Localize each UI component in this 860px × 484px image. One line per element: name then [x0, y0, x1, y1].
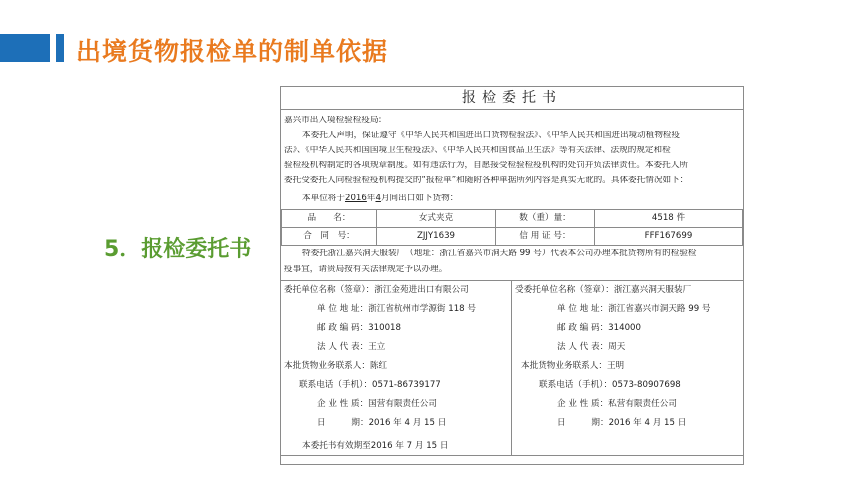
- right-post-label: 邮 政 编 码：: [557, 323, 609, 333]
- addressee: 嘉兴市出入境检验检疫局:: [284, 116, 382, 125]
- goods-name-value: 女式夹克: [377, 210, 496, 228]
- left-date-value: 2016 年 4 月 15 日: [368, 418, 447, 428]
- left-nature-label: 企 业 性 质：: [317, 399, 369, 409]
- left-addr-value: 浙江省杭州市学源街 118 号: [368, 304, 476, 314]
- left-contact-label: 本批货物业务联系人：: [284, 361, 370, 371]
- export-year-unit: 年: [366, 194, 376, 203]
- validity-line: 本委托书有效期至2016 年 7 月 15 日: [302, 441, 449, 451]
- contract-value: ZJJY1639: [377, 228, 496, 246]
- right-nature-value: 私营有限责任公司: [608, 399, 677, 409]
- left-rep-value: 王立: [368, 342, 386, 352]
- left-phone-value: 0571-86739177: [372, 380, 441, 390]
- contract-label: 合 同 号：: [282, 228, 377, 246]
- lc-label: 信 用 证 号：: [496, 228, 595, 246]
- right-contact-value: 王明: [606, 361, 625, 371]
- declaration-line: 法》、《中华人民共和国国境卫生检疫法》、《中华人民共和国食品卫生法》等有关法律、法规的规定和检: [284, 146, 671, 155]
- export-year: 2016: [344, 194, 367, 203]
- right-nature-label: 企 业 性 质：: [557, 399, 609, 409]
- left-rep-label: 法 人 代 表：: [317, 342, 369, 352]
- right-date-label: 日 期：: [557, 418, 609, 428]
- right-contact-row: [521, 362, 624, 371]
- left-nature-value: 国营有限责任公司: [368, 399, 437, 409]
- column-divider: [511, 280, 512, 455]
- right-contact-label: 本批货物业务联系人：: [521, 361, 607, 371]
- right-nature-row: [557, 400, 677, 409]
- goods-name-label: 品 名：: [282, 210, 377, 228]
- left-date-label: 日 期：: [317, 418, 369, 428]
- right-rep-value: 周天: [608, 342, 626, 352]
- goods-qty-value: 4518 件: [595, 210, 743, 228]
- left-addr-row: [317, 305, 476, 314]
- right-addr-label: 单 位 地 址：: [557, 304, 609, 314]
- right-addr-value: 浙江省嘉兴市洞天路 99 号: [608, 304, 711, 314]
- left-post-value: 310018: [368, 323, 401, 333]
- title-accent-bar: [0, 34, 50, 62]
- authorization-line: 特委托浙江嘉兴洞天服装厂（地址：浙江省嘉兴市洞天路 99 号）代表本公司办理本批货物所有的检验检: [302, 249, 697, 258]
- export-month: 4: [375, 194, 381, 203]
- right-addr-row: [557, 305, 711, 314]
- left-nature-row: [317, 400, 437, 409]
- right-phone-row: [539, 381, 681, 390]
- entrustment-document: [280, 86, 744, 465]
- right-post-value: 314000: [608, 323, 641, 333]
- divider: [281, 280, 743, 281]
- left-unit-row: [284, 286, 469, 295]
- right-rep-row: [557, 343, 625, 352]
- section-label: 5．报检委托书: [104, 237, 252, 262]
- left-post-label: 邮 政 编 码：: [317, 323, 369, 333]
- right-post-row: [557, 324, 641, 333]
- export-line: [284, 194, 740, 203]
- left-date-row: [317, 419, 446, 428]
- goods-table: [281, 209, 743, 246]
- left-post-row: [317, 324, 401, 333]
- left-unit-label: 委托单位名称（签章）：: [284, 285, 375, 295]
- right-date-row: [557, 419, 686, 428]
- declaration-line: 委托受委托人向检验检疫机构提交的“报检单”和随附各种单据所列内容是真实无讹的。具体委托情况如下：: [284, 176, 689, 185]
- left-rep-row: [317, 343, 385, 352]
- right-phone-label: 联系电话（手机）：: [539, 380, 613, 390]
- right-date-value: 2016 年 4 月 15 日: [608, 418, 687, 428]
- right-phone-value: 0573-80907698: [612, 380, 681, 390]
- slide-title: 出境货物报检单的制单依据: [76, 37, 389, 66]
- goods-qty-label: 数（重）量：: [496, 210, 595, 228]
- left-addr-label: 单 位 地 址：: [317, 304, 369, 314]
- authorization-line: 疫事宜，请贵局按有关法律规定予以办理。: [284, 265, 448, 274]
- right-unit-value: 浙江嘉兴洞天服装厂: [613, 285, 692, 295]
- left-phone-label: 联系电话（手机）：: [299, 380, 373, 390]
- right-unit-row: [515, 286, 691, 295]
- declaration-line: 验检疫机构制定的各项规章制度。如有违法行为，自愿接受检验检疫机构的处罚并负法律责任。本委托人所: [284, 161, 688, 170]
- left-phone-row: [299, 381, 441, 390]
- divider: [281, 455, 743, 456]
- left-contact-row: [284, 362, 387, 371]
- table-row: [282, 228, 743, 246]
- export-prefix: 本单位将于: [302, 194, 345, 203]
- export-suffix: 月间出口如下货物：: [380, 194, 459, 203]
- right-rep-label: 法 人 代 表：: [557, 342, 609, 352]
- lc-value: FFF167699: [595, 228, 743, 246]
- left-unit-value: 浙江金苑进出口有限公司: [374, 285, 469, 295]
- document-title: 报检委托书: [281, 87, 743, 110]
- table-row: [282, 210, 743, 228]
- left-contact-value: 陈红: [369, 361, 388, 371]
- title-accent-stripe: [56, 34, 64, 62]
- right-unit-label: 受委托单位名称（签章）：: [515, 285, 614, 295]
- declaration-line: 本委托人声明，保证遵守《中华人民共和国进出口货物检验法》、《中华人民共和国进出境动植物检疫: [302, 131, 681, 140]
